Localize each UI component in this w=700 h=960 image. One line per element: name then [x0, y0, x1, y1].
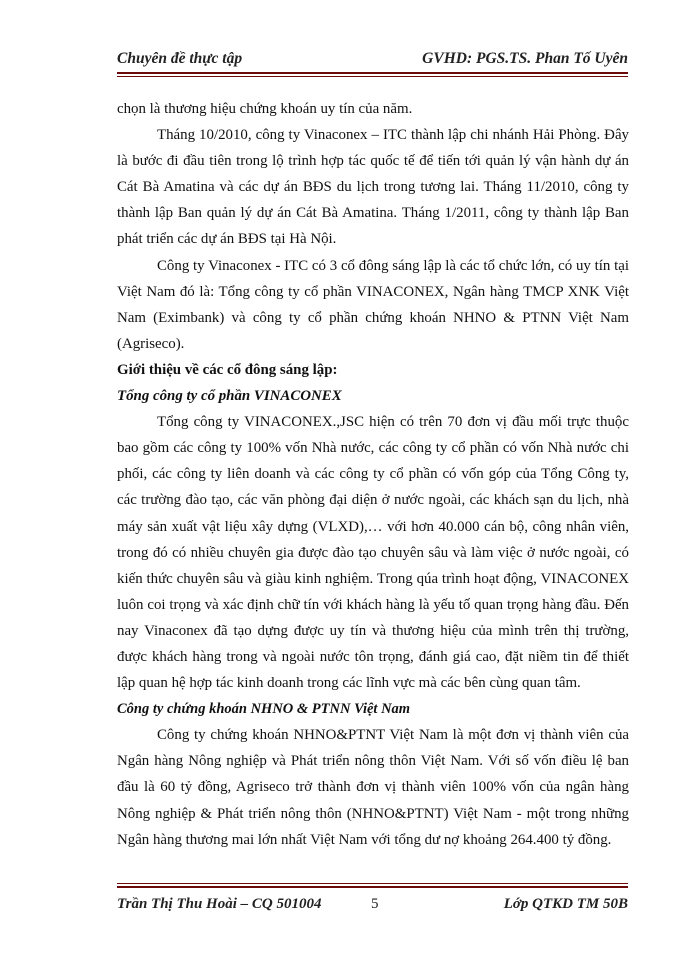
- footer-author: Trần Thị Thu Hoài – CQ 501004: [117, 896, 322, 912]
- header-rule: [117, 72, 628, 74]
- header-supervisor: GVHD: PGS.TS. Phan Tố Uyên: [422, 50, 628, 67]
- paragraph: Công ty Vinaconex - ITC có 3 cổ đông sáng lập là các tổ chức lớn, có uy tín tại Việt Nam đó là: Tổng công ty cổ phần VINACONEX, Ngân hàng TMCP XNK Việt Nam (Eximbank) và công ty cổ phần chứng khoán NHNO & PTNN Việt Nam (Agriseco).: [117, 257, 629, 352]
- paragraph: Công ty chứng khoán NHNO&PTNT Việt Nam là một đơn vị thành viên của Ngân hàng Nông nghiệp và Phát triển nông thôn Việt Nam. Với số vốn điều lệ ban đầu là 60 tỷ đồng, Agriseco trở thành đơn vị thành viên 100% vốn của ngân hàng Nông nghiệp & Phát triển nông thôn (NHNO&PTNT) Việt Nam - một trong những Ngân hàng thương mai lớn nhất Việt Nam với tổng dư nợ khoảng 264.400 tỷ đồng.: [117, 727, 629, 848]
- paragraph: Tháng 10/2010, công ty Vinaconex – ITC thành lập chi nhánh Hải Phòng. Đây là bước đi đầu tiên trong lộ trình hợp tác quốc tế để tiến tới quản lý vận hành dự án Cát Bà Amatina và các dự án BĐS du lịch trong tương lai. Tháng 11/2010, công ty thành lập Ban quản lý dự án Cát Bà Amatina. Tháng 1/2011, công ty thành lập Ban phát triển các dự án BĐS tại Hà Nội.: [117, 127, 629, 248]
- document-body: [117, 96, 629, 853]
- page-footer: [117, 896, 628, 916]
- page-header: [117, 50, 628, 70]
- paragraph: Tổng công ty VINACONEX.,JSC hiện có trên 70 đơn vị đầu mối trực thuộc bao gồm các công ty 100% vốn Nhà nước, các công ty cổ phần có vốn Nhà nước chi phối, các công ty liên doanh và các công ty cổ phần có vốn góp của Tổng Công ty, các trường đào tạo, các văn phòng đại diện ở nước ngoài, các khách sạn du lịch, nhà máy sản xuất vật liệu xây dựng (VLXD),… với hơn 40.000 cán bộ, công nhân viên, trong đó có nhiều chuyên gia được đào tạo chuyên sâu và làm việc ở nước ngoài, có kiến thức chuyên sâu và giàu kinh nghiệm. Trong qúa trình hoạt động, VINACONEX luôn coi trọng và xác định chữ tín với khách hàng là yếu tố quan trọng hàng đầu. Đến nay Vinaconex đã tạo dựng được uy tín và thương hiệu của mình trên thị trường, được khách hàng trong và ngoài nước tôn trọng, đánh giá cao, đặt niềm tin để thiết lập quan hệ hợp tác kinh doanh trong các lĩnh vực mà các bên cùng quan tâm.: [117, 414, 629, 692]
- footer-rule-thin: [117, 883, 628, 884]
- header-title: Chuyên đề thực tập: [117, 50, 243, 67]
- subsection-heading: Tổng công ty cổ phần VINACONEX: [117, 388, 342, 405]
- paragraph: chọn là thương hiệu chứng khoán uy tín của năm.: [117, 101, 413, 117]
- footer-rule: [117, 886, 628, 888]
- page-number: 5: [371, 896, 379, 912]
- header-rule-thin: [117, 76, 628, 77]
- footer-class: Lớp QTKD TM 50B: [503, 896, 628, 912]
- subsection-heading: Công ty chứng khoán NHNO & PTNN Việt Nam: [117, 701, 411, 718]
- section-heading: Giới thiệu về các cổ đông sáng lập:: [117, 361, 338, 378]
